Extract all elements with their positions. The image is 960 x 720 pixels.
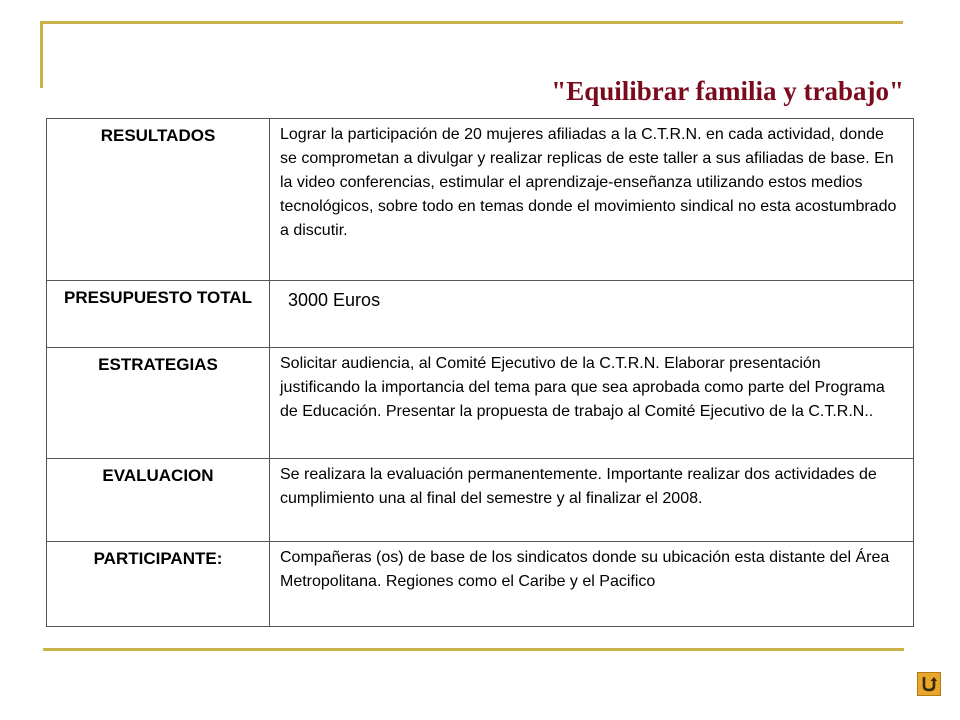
table-row (47, 348, 914, 459)
bottom-horizontal-rule (43, 648, 904, 651)
row-label-evaluacion: EVALUACION (47, 459, 270, 542)
row-text-presupuesto: 3000 Euros (270, 281, 914, 348)
table-row (47, 459, 914, 542)
table-row (47, 119, 914, 281)
return-button[interactable] (917, 672, 941, 696)
row-text-resultados: Lograr la participación de 20 mujeres afiliadas a la C.T.R.N. en cada actividad, donde se comprometan a divulgar y realizar replicas de este taller a sus afiliadas de base. En la video conferencias, estimular el aprendizaje-enseñanza utilizando estos medios tecnológicos, sobre todo en temas donde el movimiento sindical no esta acostumbrado a discutir. (270, 119, 914, 281)
project-table (46, 118, 914, 627)
row-text-participante: Compañeras (os) de base de los sindicatos donde su ubicación esta distante del Área Metropolitana. Regiones como el Caribe y el Pacifico (270, 542, 914, 627)
slide-title: "Equilibrar familia y trabajo" (551, 76, 904, 106)
top-vertical-rule (40, 21, 43, 88)
row-text-estrategias: Solicitar audiencia, al Comité Ejecutivo de la C.T.R.N. Elaborar presentación justificando la importancia del tema para que sea aprobada como parte del Programa de Educación. Presentar la propuesta de trabajo al Comité Ejecutivo de la C.T.R.N.. (270, 348, 914, 459)
row-label-presupuesto: PRESUPUESTO TOTAL (47, 281, 270, 348)
row-label-resultados: RESULTADOS (47, 119, 270, 281)
table-row (47, 281, 914, 348)
return-arrow-icon (920, 675, 938, 693)
table-row (47, 542, 914, 627)
top-horizontal-rule (40, 21, 903, 24)
row-label-participante: PARTICIPANTE: (47, 542, 270, 627)
row-text-evaluacion: Se realizara la evaluación permanentemente. Importante realizar dos actividades de cumplimiento una al final del semestre y al finalizar el 2008. (270, 459, 914, 542)
row-label-estrategias: ESTRATEGIAS (47, 348, 270, 459)
